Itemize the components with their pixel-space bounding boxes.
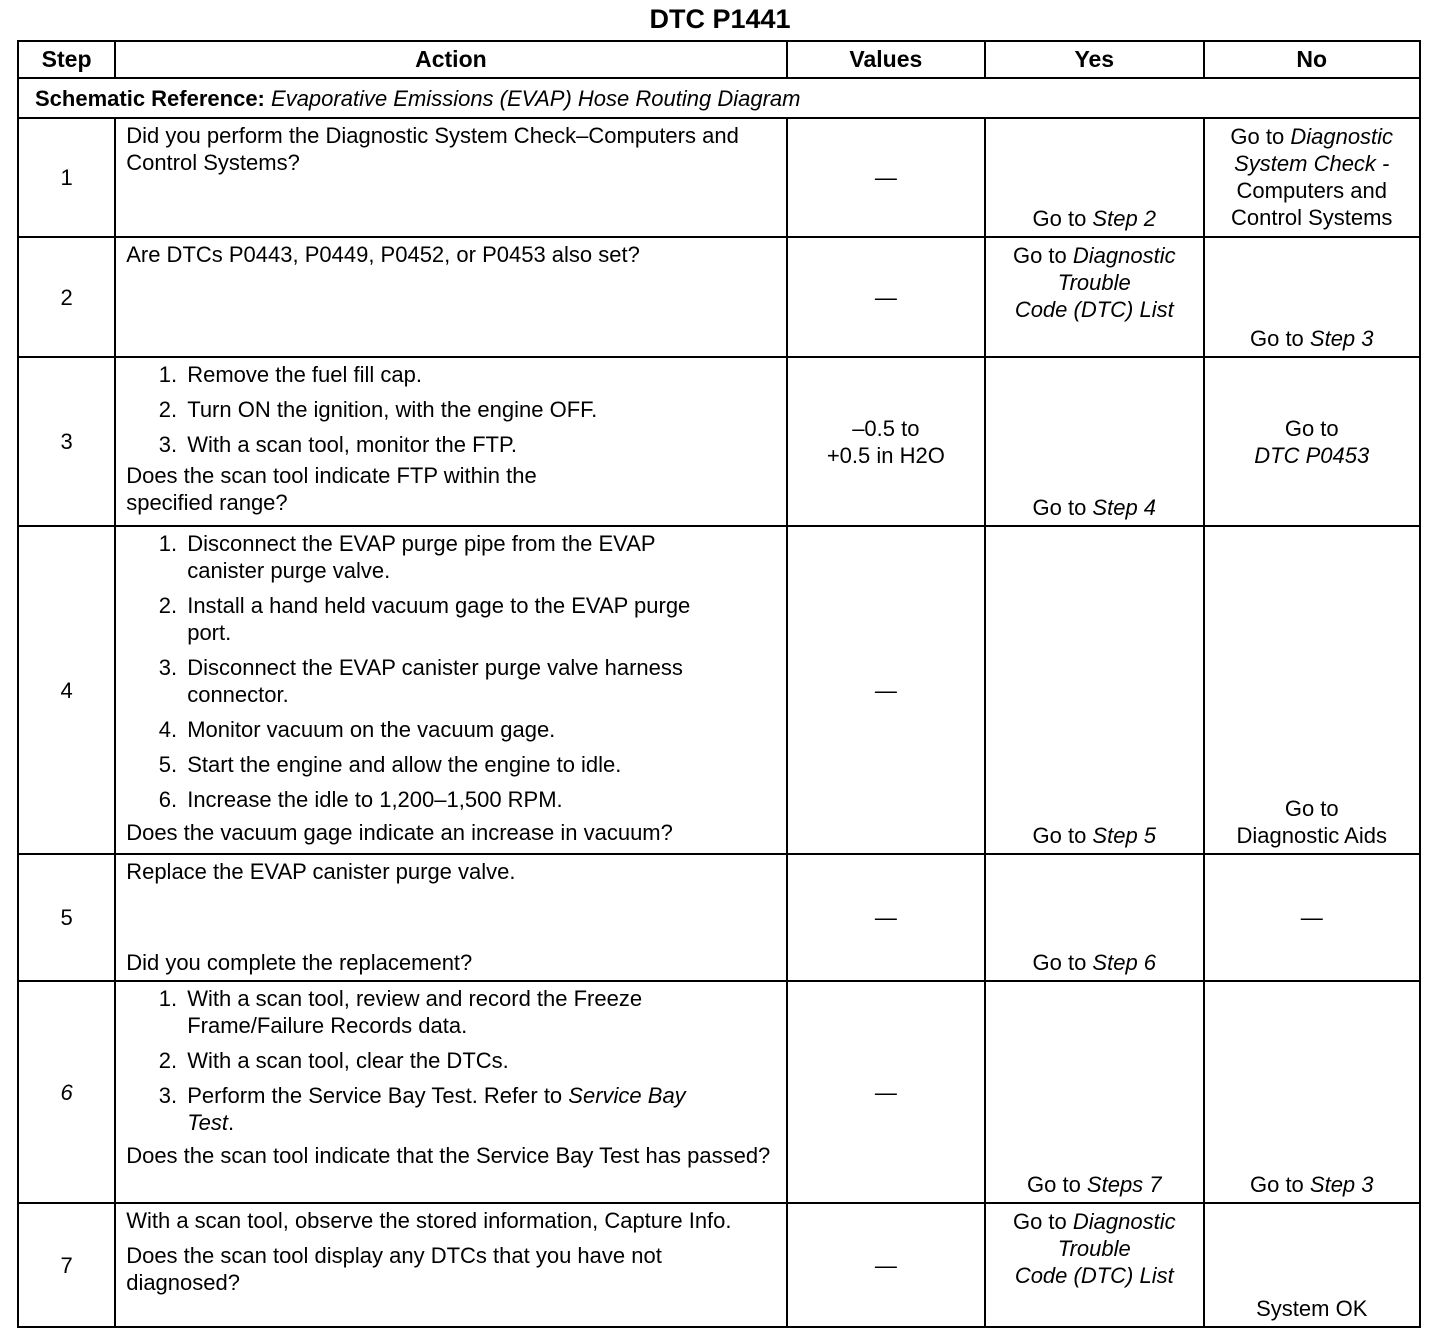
action-text: Did you perform the Diagnostic System Check–Computers and Control Systems? [126,123,739,175]
no-cell: — [1204,854,1421,981]
no-cell [1204,237,1421,357]
values-cell: — [787,237,985,357]
step-number: 2 [18,237,115,357]
yes-link[interactable]: Step 2 [1092,206,1157,231]
item-text: Perform the Service Bay Test. Refer to [187,1083,569,1108]
yes-prefix: Go to [1032,206,1093,231]
schematic-reference [18,78,1420,118]
list-item: 2. Turn ON the ignition, with the engine OFF. [183,396,777,423]
yes-prefix: Go to [1012,243,1073,268]
header-no: No [1204,41,1421,78]
action-cell [115,526,786,854]
values-line-1: –0.5 to [852,415,920,441]
yes-prefix: Go to [1032,495,1093,520]
yes-link[interactable]: Steps 7 [1086,1172,1162,1197]
step-number: 4 [18,526,115,854]
yes-prefix: Go to [1027,1172,1087,1197]
no-cell [1204,526,1421,854]
reference-row [18,78,1420,118]
table-row [18,981,1420,1203]
no-link[interactable]: Diagnostic System Check - [1234,124,1394,176]
step-number: 5 [18,854,115,981]
list-item: 1. Disconnect the EVAP purge pipe from the EVAP canister purge valve. [183,530,727,584]
reference-label: Schematic Reference: [35,85,265,111]
page-title: DTC P1441 [649,4,791,34]
yes-cell [985,1203,1203,1327]
list-item: 6. Increase the idle to 1,200–1,500 RPM. [183,786,727,813]
step-number: 1 [18,118,115,237]
yes-link-line2[interactable]: Trouble [1057,1236,1131,1261]
yes-cell [985,237,1203,357]
list-item: 3. With a scan tool, monitor the FTP. [183,431,777,458]
table-row [18,854,1420,981]
yes-link-line3[interactable]: Code (DTC) List [1014,297,1174,322]
table-row [18,526,1420,854]
list-item: 2. Install a hand held vacuum gage to the EVAP purge port. [183,592,727,646]
table-row [18,357,1420,526]
action-text: Replace the EVAP canister purge valve. [126,859,516,884]
values-line-2: +0.5 in H2O [826,442,945,468]
no-cell [1204,1203,1421,1327]
header-values: Values [787,41,985,78]
action-steps-list [126,530,777,813]
values-cell: — [787,526,985,854]
list-item: 1. With a scan tool, review and record the Freeze Frame/Failure Records data. [183,985,707,1039]
header-yes: Yes [985,41,1203,78]
yes-cell [985,357,1203,526]
header-step: Step [18,41,115,78]
action-cell [115,981,786,1203]
list-item: 2. With a scan tool, clear the DTCs. [183,1047,707,1074]
list-item: 4. Monitor vacuum on the vacuum gage. [183,716,727,743]
list-item: 3. Disconnect the EVAP canister purge valve harness connector. [183,654,727,708]
values-cell [787,357,985,526]
table-row [18,237,1420,357]
values-cell: — [787,981,985,1203]
yes-link[interactable]: Step 5 [1092,823,1157,848]
reference-link[interactable]: Evaporative Emissions (EVAP) Hose Routing Diagram [271,85,801,111]
step-number: 7 [18,1203,115,1327]
action-cell [115,237,786,357]
step-number: 6 [18,981,115,1203]
no-prefix: Go to [1284,796,1339,821]
list-item: 5. Start the engine and allow the engine to idle. [183,751,727,778]
action-cell [115,854,786,981]
no-prefix: Go to [1249,326,1310,351]
yes-prefix: Go to [1032,950,1093,975]
action-cell [115,1203,786,1327]
action-question: Did you complete the replacement? [126,950,473,975]
values-cell: — [787,118,985,237]
header-row [18,41,1420,78]
no-link[interactable]: DTC P0453 [1254,442,1370,468]
yes-cell [985,854,1203,981]
yes-link[interactable]: Diagnostic [1072,1209,1176,1234]
action-cell [115,118,786,237]
no-prefix: Go to [1230,124,1291,149]
header-action: Action [115,41,786,78]
no-prefix: Go to [1249,1172,1310,1197]
yes-cell [985,981,1203,1203]
yes-prefix: Go to [1032,823,1093,848]
action-steps-list [126,361,777,458]
no-cell [1204,357,1421,526]
values-cell: — [787,854,985,981]
no-link[interactable]: Step 3 [1309,326,1374,351]
no-link[interactable]: Step 3 [1309,1172,1374,1197]
yes-prefix: Go to [1012,1209,1073,1234]
action-question: Does the scan tool indicate that the Service Bay Test has passed? [126,1143,771,1168]
no-cell [1204,118,1421,237]
action-text: With a scan tool, observe the stored information, Capture Info. [126,1208,732,1233]
system-ok-text: System OK [1256,1296,1368,1321]
list-item: 1. Remove the fuel fill cap. [183,361,777,388]
yes-link[interactable]: Step 6 [1092,950,1157,975]
item-text-end: . [227,1110,235,1135]
values-cell: — [787,1203,985,1327]
action-text: Are DTCs P0443, P0449, P0452, or P0453 also set? [126,242,640,267]
no-prefix: Go to [1284,415,1339,441]
step-number: 3 [18,357,115,526]
table-row [18,1203,1420,1327]
no-cell [1204,981,1421,1203]
yes-link[interactable]: Diagnostic [1072,243,1176,268]
no-suffix: Computers and Control Systems [1231,178,1393,230]
yes-link[interactable]: Step 4 [1092,495,1157,520]
table-row [18,118,1420,237]
action-steps-list [126,985,777,1136]
action-question: Does the scan tool display any DTCs that you have not diagnosed? [126,1243,662,1295]
yes-cell [985,526,1203,854]
yes-cell [985,118,1203,237]
yes-link-line3[interactable]: Code (DTC) List [1014,1263,1174,1288]
yes-link-line2[interactable]: Trouble [1057,270,1131,295]
action-question: Does the vacuum gage indicate an increase in vacuum? [126,820,673,845]
list-item [183,1082,707,1136]
no-link[interactable]: Diagnostic Aids [1236,823,1387,848]
service-bay-test-link[interactable]: Service Bay Test [187,1083,686,1135]
action-question: Does the scan tool indicate FTP within the specified range? [126,463,537,515]
diagnostic-table [17,40,1421,1328]
action-cell [115,357,786,526]
